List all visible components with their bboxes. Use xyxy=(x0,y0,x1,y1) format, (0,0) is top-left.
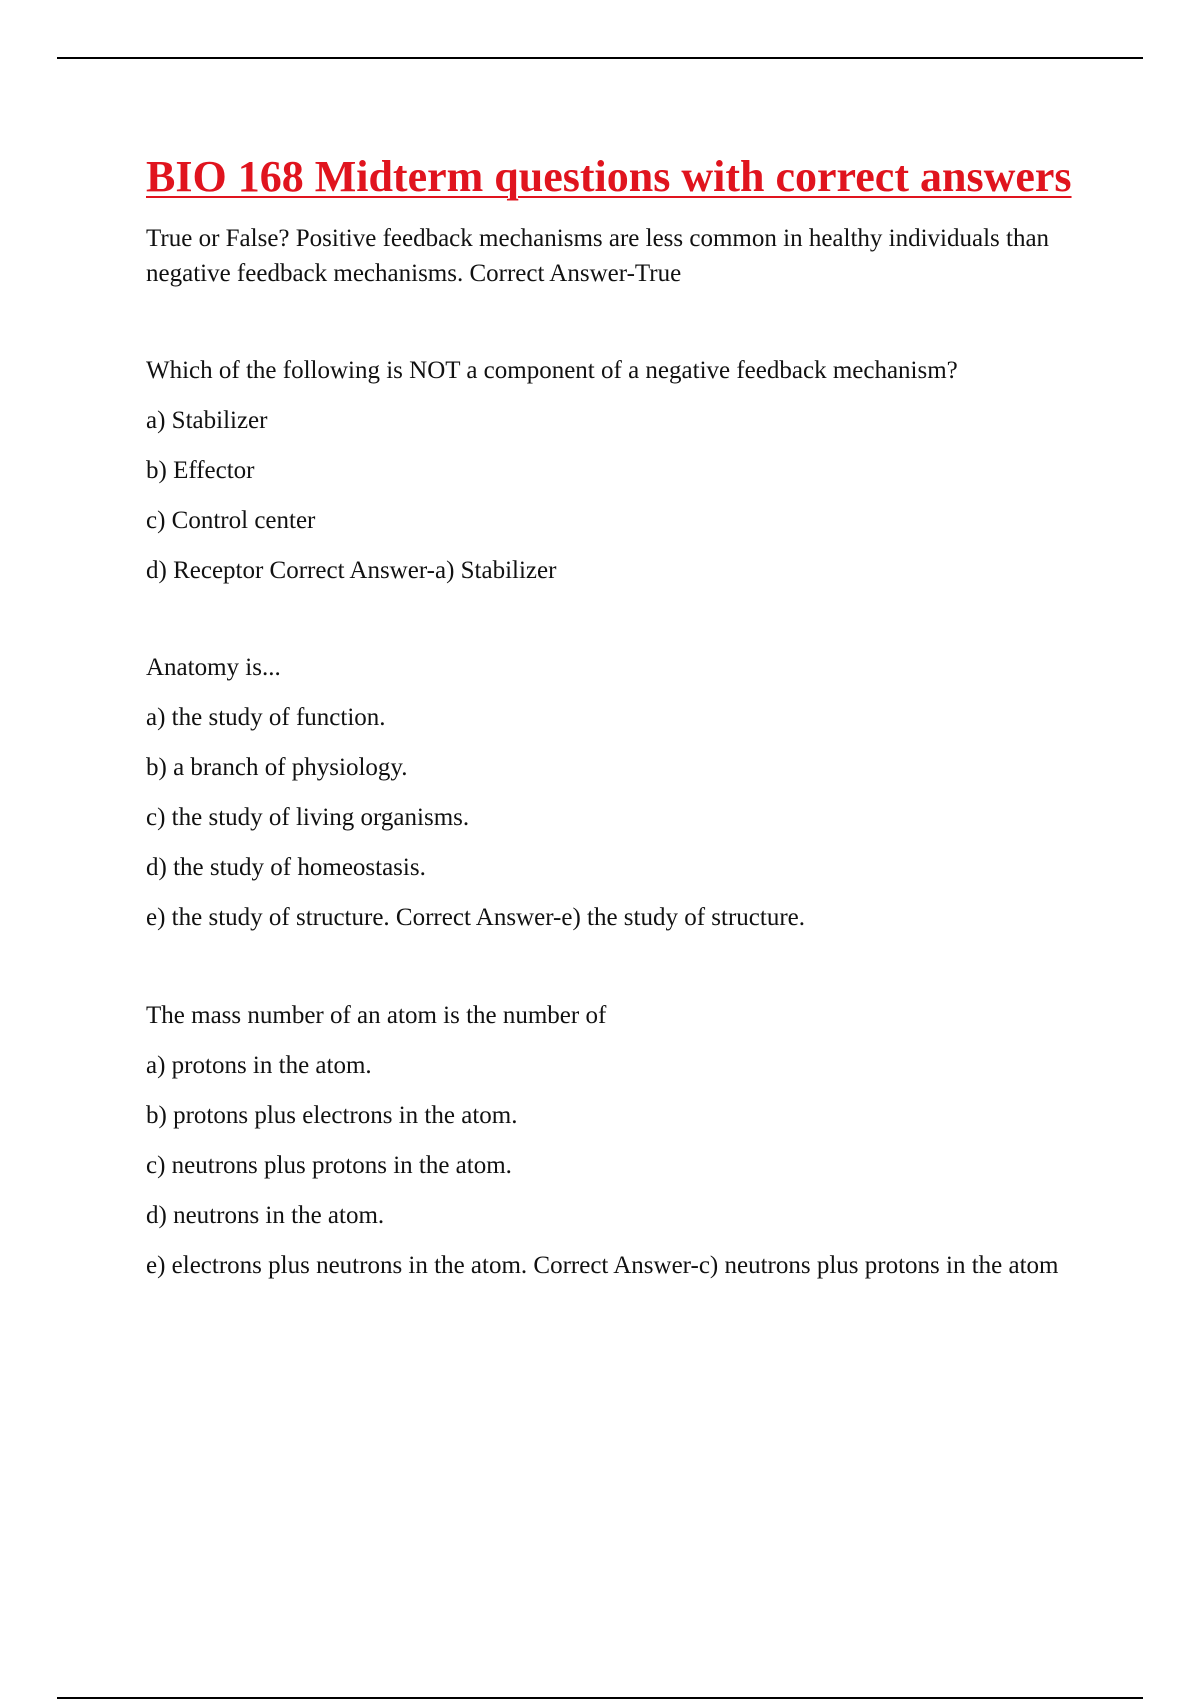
top-rule xyxy=(57,57,1143,59)
answer-options xyxy=(146,1048,1076,1283)
answer-options xyxy=(146,700,1076,935)
question-4 xyxy=(146,998,1076,1283)
question-1 xyxy=(146,221,1076,291)
answer-option: e) the study of structure. Correct Answer-e) the study of structure. xyxy=(146,904,806,931)
answer-option: c) neutrons plus protons in the atom. xyxy=(146,1152,512,1179)
answer-option: b) a branch of physiology. xyxy=(146,754,408,781)
answer-option: a) protons in the atom. xyxy=(146,1052,372,1079)
question-text: Anatomy is... xyxy=(146,654,281,681)
answer-option: e) electrons plus neutrons in the atom. Correct Answer-c) neutrons plus protons in the atom xyxy=(146,1252,1059,1279)
answer-option: d) neutrons in the atom. xyxy=(146,1202,385,1229)
document-body xyxy=(146,146,1076,1283)
answer-options xyxy=(146,403,1076,588)
answer-option: b) Effector xyxy=(146,457,255,484)
answer-option: c) the study of living organisms. xyxy=(146,804,470,831)
answer-option: a) the study of function. xyxy=(146,704,386,731)
document-title: BIO 168 Midterm questions with correct answers xyxy=(146,152,1072,201)
answer-option: b) protons plus electrons in the atom. xyxy=(146,1102,518,1129)
answer-option: d) Receptor Correct Answer-a) Stabilizer xyxy=(146,557,557,584)
question-3 xyxy=(146,650,1076,935)
answer-option: d) the study of homeostasis. xyxy=(146,854,426,881)
answer-option: a) Stabilizer xyxy=(146,407,268,434)
question-text: True or False? Positive feedback mechanisms are less common in healthy individuals than negative feedback mechanisms. Correct Answer-True xyxy=(146,225,1050,287)
question-text: Which of the following is NOT a component of a negative feedback mechanism? xyxy=(146,357,958,384)
question-text: The mass number of an atom is the number of xyxy=(146,1002,607,1029)
question-2 xyxy=(146,353,1076,588)
answer-option: c) Control center xyxy=(146,507,316,534)
bottom-rule xyxy=(57,1697,1143,1699)
